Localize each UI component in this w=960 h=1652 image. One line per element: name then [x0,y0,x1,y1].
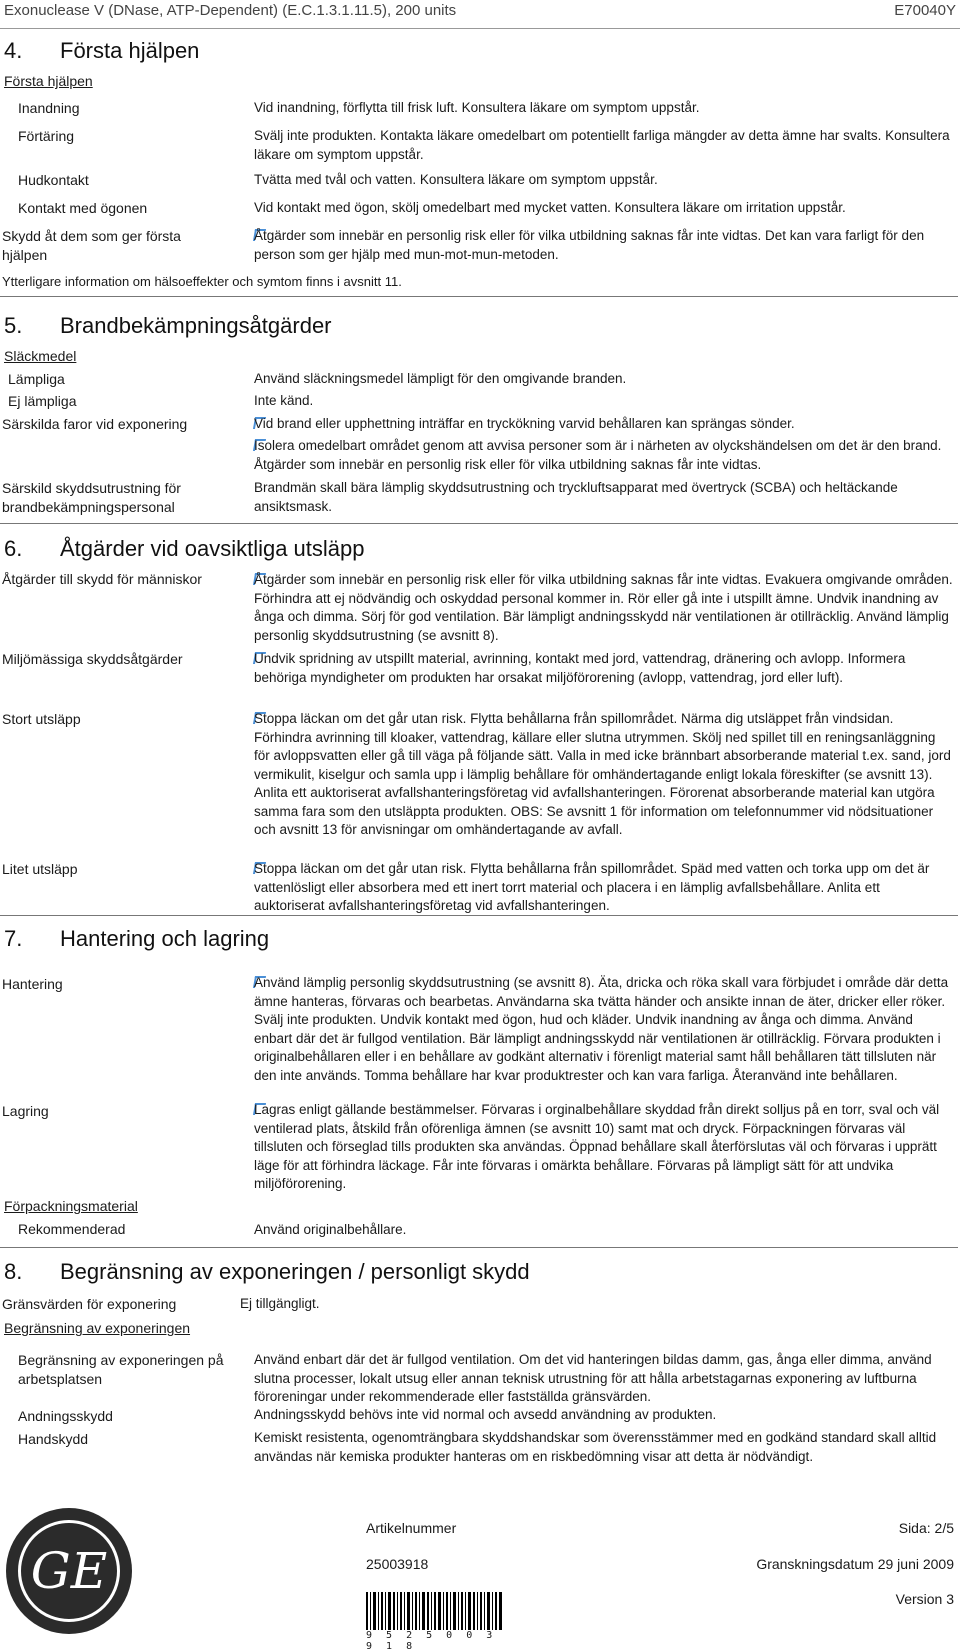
text-respiratory: Andningsskydd behövs inte vid normal och avsedd användning av produkten. [254,1407,717,1422]
text-special-hazards: Vid brand eller upphettning inträffar en tryckökning varvid behållaren kan sprängas sönder. [254,416,795,431]
label-skin-contact: Hudkontakt [18,172,89,188]
text-environmental-precautions: Undvik spridning av utspillt material, avrinning, kontakt med jord, vattendrag, dränering och avlopp. Informera behöriga myndigheter om produkten har orsakat miljöförorening (avlopp, vattendrag, jord eller luft). [254,651,906,685]
text-isolate-area: Isolera omedelbart området genom att avvisa personer som är i närheten av olyckshändelsen om det är den brand. Åtgärder som innebär en personlig risk eller för vilka utbildning saknas får inte vidtas. [254,438,942,472]
section-8-title [4,1259,530,1285]
text-handling: Använd lämplig personlig skyddsutrustning (se avsnitt 8). Äta, dricka och röka skall vara förbjudet i område där detta ämne hanteras, förvaras och bearbetas. Användarna ska tvätta händer och ansikte innan de äter, dricker eller röker. Svälj inte produkten. Undvik kontakt med ögon, hud och kläder. Undvik inandning av ånga och dimma. Använd enbart där det är fullgod ventilation. Bär lämpligt andningsskydd när ventilationen är otillräcklig. Förvara produkten i originalbehållaren eller i en behållare av godkänt alternativ i förenligt material samt håll behållaren tätt tillsluten när den inte används. Tomma behållare har kvar produktrester och kan vara farliga. Återanvänd inte behållaren. [254,975,949,1083]
product-name: Exonuclease V (DNase, ATP-Dependent) (E.C.1.3.1.11.5), 200 units [4,2,457,19]
label-special-hazards: Särskilda faror vid exponering [2,416,188,432]
divider [0,523,958,524]
section-number: 5. [4,313,23,338]
section-5-title [4,313,332,339]
label-handling: Hantering [2,976,63,992]
section-4-title [4,38,199,64]
version: Version 3 [895,1591,954,1607]
text-ingestion: Svälj inte produkten. Kontakta läkare omedelbart om potentiellt farliga mängder av detta ämne har svalts. Konsultera läkare om symptom uppstår. [254,128,950,162]
review-date: Granskningsdatum 29 juni 2009 [756,1556,954,1572]
label-small-spill: Litet utsläpp [2,861,78,877]
product-code: E70040Y [894,2,956,19]
label-hand-protection: Handskydd [18,1431,89,1447]
label-not-suitable: Ej lämpliga [8,393,77,409]
section-title: Åtgärder vid oavsiktliga utsläpp [60,536,365,561]
text-exposure-limits: Ej tillgängligt. [240,1296,320,1311]
text-eye-contact: Vid kontakt med ögon, skölj omedelbart med mycket vatten. Konsultera läkare om irritation uppstår. [254,200,846,215]
section-5-subtitle: Släckmedel [4,348,77,364]
section-number: 6. [4,536,23,561]
section-4-note: Ytterligare information om hälsoeffekter och symtom finns i avsnitt 11. [2,274,402,289]
section-number: 8. [4,1259,23,1284]
label-personal-precautions: Åtgärder till skydd för människor [2,571,202,587]
label-large-spill: Stort utsläpp [2,711,81,727]
text-large-spill: Stoppa läckan om det går utan risk. Flytta behållarna från spillområdet. Närma dig utsläppet från vindsidan. Förhindra avrinning till kloaker, vattendrag, källare eller slutna utrymmen. Skölj ned spillet till en reningsanläggning för avloppsvatten eller gå till väga på följande sätt. Valla in med icke brännbart absorberande material t.ex. sand, jord vermikulit, kiselgur och samla upp i lämplig behållare för omhändertagande enligt lokala föreskifter (se avsnitt 13). Anlita ett auktoriserat avfallshanteringsföretag vid avfallshanteringen. Förorenat absorberande material kan utgöra samma fara som den utsläppta produkten. OBS: Se avsnitt 1 för information om telefonnummer vid nödsituationer och avsnitt 13 för anvisningar om omhändertagande av avfall. [254,711,951,837]
text-small-spill: Stoppa läckan om det går utan risk. Flytta behållarna från spillområdet. Späd med vatten och torka upp om det är vattenlösligt eller absorbera med ett inert torrt material och placera i en lämplig avfallsbehållare. Anlita ett auktoriserat avfallshanteringsföretag vid avfallshanteringen. [254,861,930,913]
section-title: Första hjälpen [60,38,200,63]
section-4-subtitle: Första hjälpen [4,73,93,89]
page-header [0,0,960,29]
barcode-icon [366,1592,502,1630]
text-recommended: Använd originalbehållare. [254,1222,407,1237]
label-eye-contact: Kontakt med ögonen [18,200,148,216]
label-recommended: Rekommenderad [18,1221,126,1237]
text-hand-protection: Kemiskt resistenta, ogenomträngbara skyddshandskar som överensstämmer med en godkänd standard skall alltid användas när kemiska produkter hanteras om en riskbedömning visar att detta är nödvändigt. [254,1430,937,1464]
text-suitable: Använd släckningsmedel lämpligt för den omgivande branden. [254,371,627,386]
text-not-suitable: Inte känd. [254,393,314,408]
article-number: 25003918 [366,1556,429,1572]
divider [0,1247,958,1248]
text-inhalation: Vid inandning, förflytta till frisk luft. Konsultera läkare om symptom uppstår. [254,100,700,115]
section-number: 7. [4,926,23,951]
label-ingestion: Förtäring [18,128,75,144]
section-8-subtitle: Begränsning av exponeringen [4,1320,191,1336]
label-inhalation: Inandning [18,100,80,116]
label-firefighter-equipment: Särskild skyddsutrustning för brandbekämpningspersonal [2,480,181,515]
label-suitable: Lämpliga [8,371,65,387]
label-environmental-precautions: Miljömässiga skyddsåtgärder [2,651,183,667]
section-title: Begränsning av exponeringen / personligt skydd [60,1259,530,1284]
label-workplace-exposure: Begränsning av exponeringen på arbetsplatsen [18,1352,224,1387]
label-first-aider-protection: Skydd åt dem som ger första hjälpen [2,228,181,263]
section-title: Hantering och lagring [60,926,270,951]
section-title: Brandbekämpningsåtgärder [60,313,332,338]
article-label: Artikelnummer [366,1520,457,1536]
divider [0,296,958,297]
text-skin-contact: Tvätta med tvål och vatten. Konsultera läkare om symptom uppstår. [254,172,658,187]
label-respiratory: Andningsskydd [18,1408,113,1424]
text-firefighter-equipment: Brandmän skall bära lämplig skyddsutrustning och tryckluftsapparat med övertryck (SCBA) och heltäckande ansiktsmask. [254,480,898,514]
page-number: Sida: 2/5 [898,1520,954,1536]
section-number: 4. [4,38,23,63]
barcode-number: 9 5 2 5 0 0 3 9 1 8 [366,1630,497,1652]
section-7-title [4,926,269,952]
text-personal-precautions: Åtgärder som innebär en personlig risk eller för vilka utbildning saknas får inte vidtas. Evakuera omgivande områden. Förhindra att ej nödvändig och oskyddad personal kommer in. Rör eller gå inte i utspillt ämne. Undvik inandning av ånga och dimma. Sörj för god ventilation. Bär lämpligt andningsskydd när ventilationen är otillräcklig. Använd lämplig personlig skyddsutrustning (se avsnitt 8). [254,572,953,643]
label-packaging: Förpackningsmaterial [4,1198,138,1214]
text-workplace-exposure: Använd enbart där det är fullgod ventilation. Om det vid hanteringen bildas damm, gas, ånga eller dimma, använd slutna processer, lokalt utsug eller annan teknisk utrustning för att hålla arbetstagarnas exponering av luftburna föroreningar under rekommenderade eller fastställda gränsvärden. [254,1352,932,1404]
text-storage: Lagras enligt gällande bestämmelser. Förvaras i orginalbehållare skyddad från direkt solljus på en torr, sval och väl ventilerad plats, åtskild från oförenliga ämnen (se avsnitt 10) samt mat och dryck. Förpackningen förvaras väl tillsluten och förseglad tills produkten ska användas. Öppnad behållare skall återförslutas väl och förvaras i upprätt läge för att förhindra läckage. Får inte förvaras i omärkta behållare. Förvaras på lämpligt sätt för att undvika miljöförorening. [254,1102,940,1191]
label-exposure-limits: Gränsvärden för exponering [2,1296,177,1312]
section-6-title [4,536,365,562]
ge-logo-text: GE [18,1520,120,1622]
ge-logo [6,1508,132,1634]
divider [0,915,958,916]
text-first-aider-protection: Åtgärder som innebär en personlig risk eller för vilka utbildning saknas får inte vidtas. Det kan vara farligt för den person som ger hjälp med mun-mot-mun-metoden. [254,228,925,262]
label-storage: Lagring [2,1103,49,1119]
